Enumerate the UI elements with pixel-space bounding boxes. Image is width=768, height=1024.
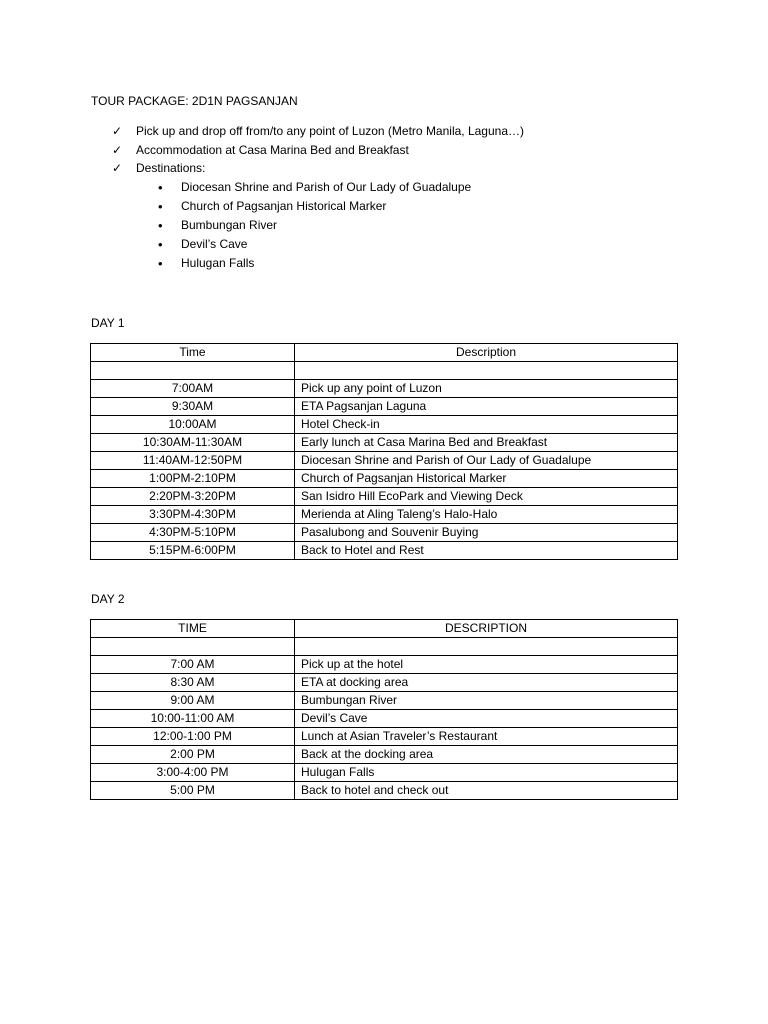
inclusions-list	[112, 122, 524, 178]
destination-text: Church of Pagsanjan Historical Marker	[181, 199, 387, 213]
description-cell	[295, 362, 678, 380]
time-cell: 7:00 AM	[91, 656, 295, 674]
description-cell: Pasalubong and Souvenir Buying	[295, 524, 678, 542]
table-row	[91, 380, 678, 398]
description-cell: Bumbungan River	[295, 692, 678, 710]
time-cell: 9:30AM	[91, 398, 295, 416]
checkmark-icon: ✓	[112, 124, 123, 138]
table-row	[91, 692, 678, 710]
col-description-header: Description	[295, 344, 678, 362]
time-cell: 9:00 AM	[91, 692, 295, 710]
description-cell: Hulugan Falls	[295, 764, 678, 782]
checkmark-icon: ✓	[112, 142, 123, 157]
description-cell: Back at the docking area	[295, 746, 678, 764]
destination-text: Diocesan Shrine and Parish of Our Lady of Guadalupe	[181, 180, 472, 194]
description-cell: Diocesan Shrine and Parish of Our Lady of Guadalupe	[295, 452, 678, 470]
table-row	[91, 470, 678, 488]
time-cell: 10:00-11:00 AM	[91, 710, 295, 728]
inclusion-item	[112, 159, 524, 178]
day1-schedule-table	[90, 343, 678, 560]
destination-text: Devil’s Cave	[181, 237, 248, 251]
inclusion-text: Accommodation at Casa Marina Bed and Breakfast	[136, 142, 409, 157]
table-row	[91, 362, 678, 380]
bullet-icon: •	[158, 199, 163, 214]
day1-heading: DAY 1	[91, 316, 125, 330]
bullet-icon: •	[158, 180, 163, 195]
table-row	[91, 782, 678, 800]
table-row	[91, 452, 678, 470]
inclusion-item	[112, 122, 524, 141]
destination-item	[158, 216, 471, 235]
table-row	[91, 434, 678, 452]
inclusion-text: Destinations:	[136, 161, 206, 175]
destination-item	[158, 254, 471, 273]
destination-item	[158, 178, 471, 197]
table-row	[91, 674, 678, 692]
time-cell: 3:30PM-4:30PM	[91, 506, 295, 524]
table-row	[91, 656, 678, 674]
destinations-list	[158, 178, 471, 273]
time-cell: 5:15PM-6:00PM	[91, 542, 295, 560]
description-cell: Church of Pagsanjan Historical Marker	[295, 470, 678, 488]
description-cell: Pick up at the hotel	[295, 656, 678, 674]
table-row	[91, 746, 678, 764]
destination-item	[158, 197, 471, 216]
day2-heading: DAY 2	[91, 592, 125, 606]
table-header-row	[91, 344, 678, 362]
description-cell: Devil’s Cave	[295, 710, 678, 728]
time-cell	[91, 638, 295, 656]
inclusion-item	[112, 141, 524, 160]
description-cell: ETA at docking area	[295, 674, 678, 692]
time-cell: 5:00 PM	[91, 782, 295, 800]
bullet-icon: •	[158, 218, 163, 233]
time-cell: 4:30PM-5:10PM	[91, 524, 295, 542]
page-title: TOUR PACKAGE: 2D1N PAGSANJAN	[91, 94, 298, 108]
inclusion-text: Pick up and drop off from/to any point of Luzon (Metro Manila, Laguna…)	[136, 124, 524, 138]
description-cell: ETA Pagsanjan Laguna	[295, 398, 678, 416]
col-time-header: TIME	[91, 620, 295, 638]
table-row	[91, 710, 678, 728]
table-row	[91, 416, 678, 434]
table-row	[91, 728, 678, 746]
description-cell: Back to Hotel and Rest	[295, 542, 678, 560]
description-cell: San Isidro Hill EcoPark and Viewing Deck	[295, 488, 678, 506]
description-cell: Lunch at Asian Traveler’s Restaurant	[295, 728, 678, 746]
time-cell: 2:20PM-3:20PM	[91, 488, 295, 506]
bullet-icon: •	[158, 256, 163, 271]
day2-schedule-table	[90, 619, 678, 800]
description-cell: Pick up any point of Luzon	[295, 380, 678, 398]
time-cell: 3:00-4:00 PM	[91, 764, 295, 782]
time-cell: 7:00AM	[91, 380, 295, 398]
destination-text: Hulugan Falls	[181, 256, 255, 270]
time-cell: 10:00AM	[91, 416, 295, 434]
bullet-icon: •	[158, 237, 163, 252]
destination-text: Bumbungan River	[181, 218, 278, 232]
description-cell	[295, 638, 678, 656]
destination-item	[158, 235, 471, 254]
description-cell: Merienda at Aling Taleng’s Halo-Halo	[295, 506, 678, 524]
time-cell: 2:00 PM	[91, 746, 295, 764]
description-cell: Early lunch at Casa Marina Bed and Breakfast	[295, 434, 678, 452]
col-description-header: DESCRIPTION	[295, 620, 678, 638]
time-cell	[91, 362, 295, 380]
col-time-header: Time	[91, 344, 295, 362]
time-cell: 10:30AM-11:30AM	[91, 434, 295, 452]
checkmark-icon: ✓	[112, 161, 123, 175]
time-cell: 12:00-1:00 PM	[91, 728, 295, 746]
table-header-row	[91, 620, 678, 638]
table-row	[91, 524, 678, 542]
table-row	[91, 542, 678, 560]
time-cell: 1:00PM-2:10PM	[91, 470, 295, 488]
description-cell: Hotel Check-in	[295, 416, 678, 434]
table-row	[91, 764, 678, 782]
table-row	[91, 638, 678, 656]
table-row	[91, 488, 678, 506]
time-cell: 11:40AM-12:50PM	[91, 452, 295, 470]
description-cell: Back to hotel and check out	[295, 782, 678, 800]
table-row	[91, 506, 678, 524]
time-cell: 8:30 AM	[91, 674, 295, 692]
table-row	[91, 398, 678, 416]
